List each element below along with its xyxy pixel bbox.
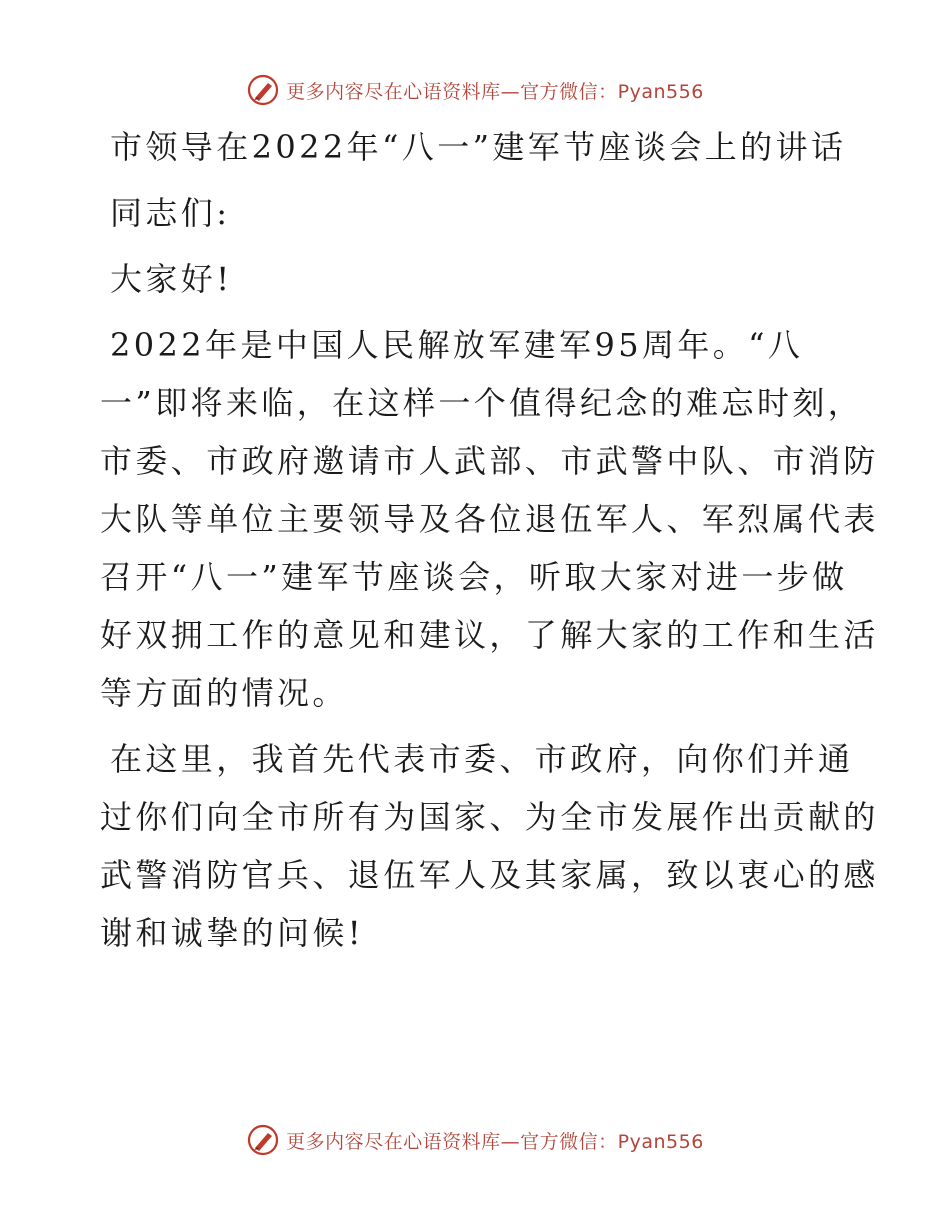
paragraph-line: 大队等单位主要领导及各位退伍军人、军烈属代表 <box>100 500 879 538</box>
footer-watermark <box>0 1120 950 1160</box>
paragraph-line: 2022年是中国人民解放军建军95周年。“八 <box>110 326 804 364</box>
paragraph-line: 一”即将来临，在这样一个值得纪念的难忘时刻， <box>100 384 864 422</box>
paragraph-line: 在这里，我首先代表市委、市政府，向你们并通 <box>110 740 854 778</box>
paragraph-line: 市委、市政府邀请市人武部、市武警中队、市消防 <box>100 442 879 480</box>
header-watermark <box>0 70 950 110</box>
salutation: 同志们: <box>110 194 231 232</box>
document-body <box>100 118 879 970</box>
paragraph-line: 过你们向全市所有为国家、为全市发展作出贡献的 <box>100 798 879 836</box>
pen-logo-icon <box>246 73 280 107</box>
document-title: 市领导在2022年“八一”建军节座谈会上的讲话 <box>110 128 847 166</box>
paragraph-line: 召开“八一”建军节座谈会，听取大家对进一步做 <box>100 558 848 596</box>
watermark-text: 更多内容尽在心语资料库—官方微信：Pyan556 <box>286 1130 704 1153</box>
paragraph-line: 好双拥工作的意见和建议，了解大家的工作和生活 <box>100 616 879 654</box>
paragraph-line: 武警消防官兵、退伍军人及其家属，致以衷心的感 <box>100 856 879 894</box>
paragraph-line: 等方面的情况。 <box>100 674 348 712</box>
paragraph-2 <box>100 730 879 962</box>
greeting: 大家好! <box>110 260 233 298</box>
paragraph-line: 谢和诚挚的问候! <box>100 914 365 952</box>
pen-logo-icon <box>246 1123 280 1157</box>
paragraph-1 <box>100 316 879 722</box>
watermark-text: 更多内容尽在心语资料库—官方微信：Pyan556 <box>286 80 704 103</box>
